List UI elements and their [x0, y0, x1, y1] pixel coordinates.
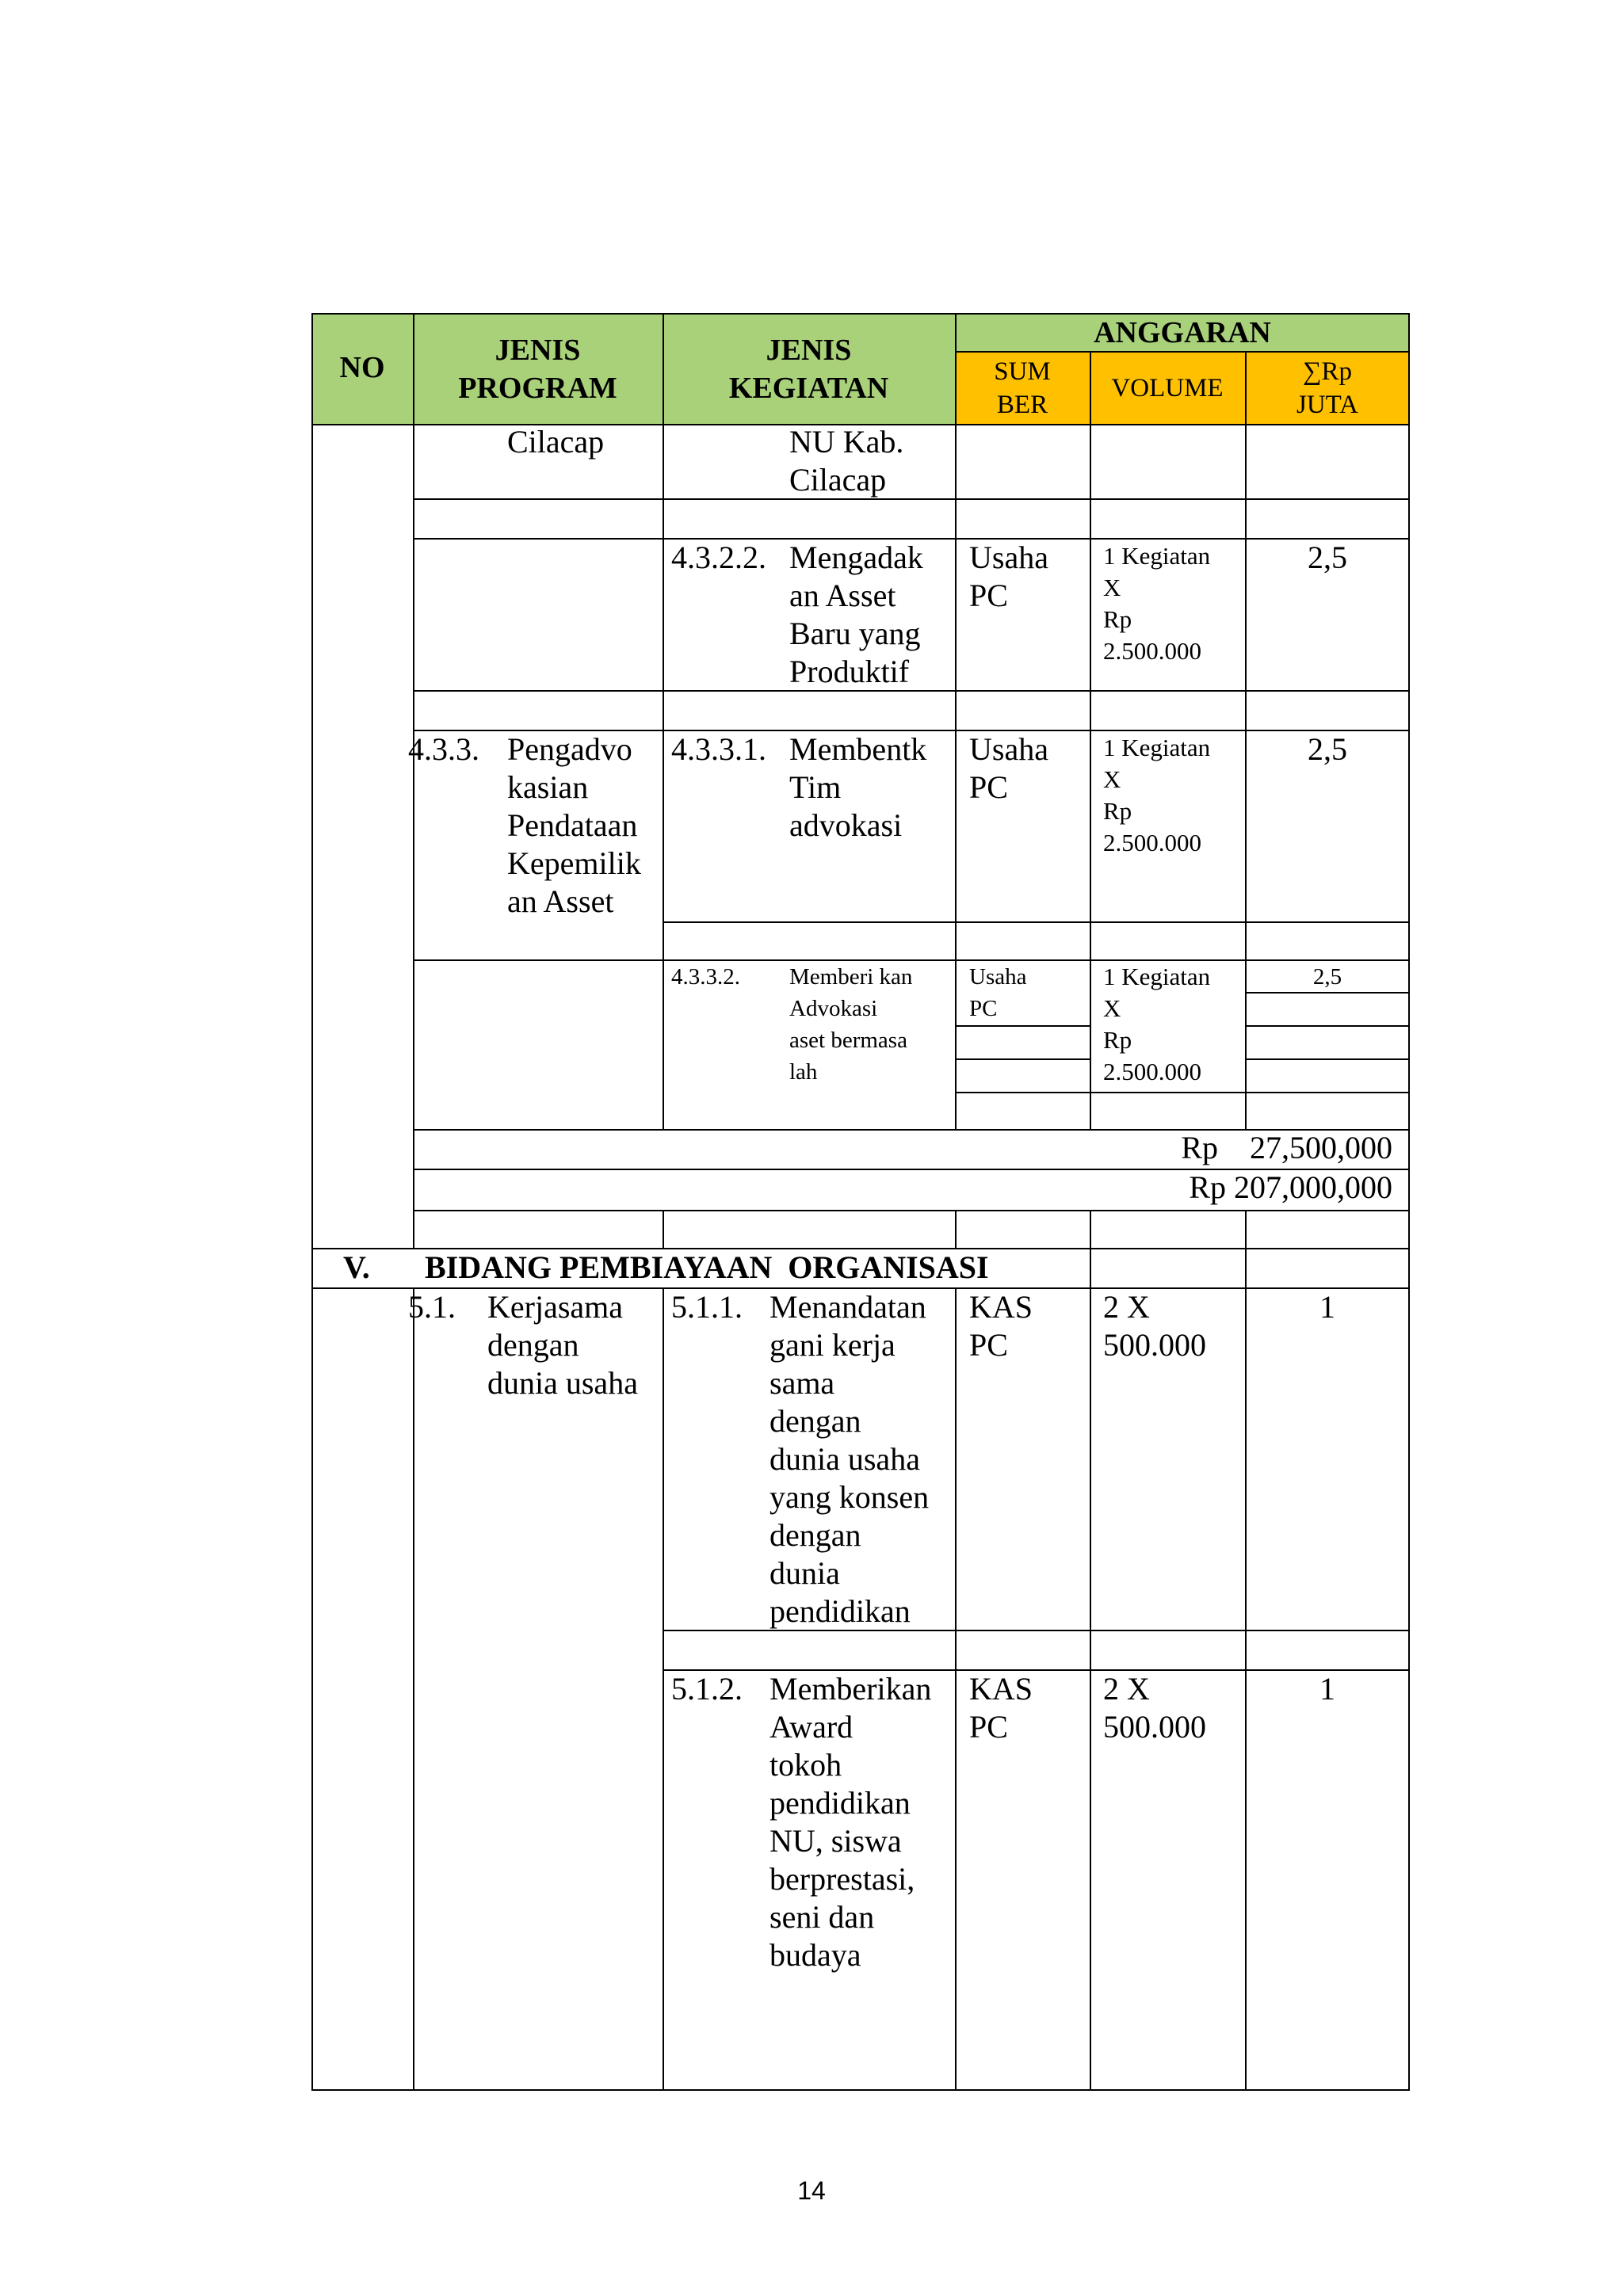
page-number: 14 [797, 2176, 826, 2205]
r5-sumber: KAS PC [969, 1289, 1033, 1363]
col-line-program [663, 313, 664, 1129]
r3-volume: 1 Kegiatan X Rp 2.500.000 [1103, 734, 1211, 856]
col-line-volume-b [1245, 1210, 1247, 2091]
row-line-total-bottom [413, 1210, 1410, 1211]
r1-program: Cilacap [507, 424, 605, 460]
r5-program: Kerjasama dengan dunia usaha [487, 1289, 638, 1401]
row-line-1 [413, 498, 1410, 500]
table-border-right [1408, 313, 1410, 2091]
r3-code: 4.3.3.1. [671, 731, 766, 767]
col-line-no [413, 313, 414, 1248]
row-line-5 [663, 921, 1410, 923]
r3-sumber: Usaha PC [969, 731, 1048, 805]
header-no: NO [339, 351, 385, 384]
col-line-sumber-b [1090, 1210, 1091, 2091]
header-volume: VOLUME [1111, 374, 1224, 402]
r4-sub-line-s2 [955, 1058, 1090, 1060]
header-jenis-kegiatan: JENIS KEGIATAN [728, 334, 889, 405]
r2-jumlah: 2,5 [1308, 540, 1347, 575]
col-line-kegiatan [955, 313, 957, 1129]
section-number: V. [343, 1249, 370, 1285]
r6-volume: 2 X 500.000 [1103, 1671, 1206, 1745]
r4-sub-line-s1 [955, 1025, 1090, 1027]
r4-kegiatan: Memberi kan Advokasi aset bermasa lah [789, 964, 913, 1085]
header-sub-line [955, 351, 1410, 353]
subtotal-amount: Rp 27,500,000 [1181, 1130, 1392, 1165]
r2-code: 4.3.2.2. [671, 540, 766, 575]
table-border-top [311, 313, 1410, 315]
header-rp-juta: ∑Rp JUTA [1296, 357, 1359, 419]
r3-prog-code: 4.3.3. [408, 731, 479, 767]
r5-prog-code: 5.1. [408, 1289, 456, 1325]
r4-sumber: Usaha PC [969, 964, 1027, 1021]
r4-jumlah: 2,5 [1312, 964, 1342, 990]
r5-jumlah: 1 [1319, 1289, 1335, 1325]
r4-sub-line-j2 [1245, 1025, 1410, 1027]
r4-code: 4.3.3.2. [671, 964, 740, 990]
r1-kegiatan: NU Kab. Cilacap [789, 424, 904, 498]
r2-volume: 1 Kegiatan X Rp 2.500.000 [1103, 542, 1211, 665]
table-border-bottom [311, 2089, 1410, 2091]
r5-volume: 2 X 500.000 [1103, 1289, 1206, 1363]
r6-kegiatan: Memberikan Award tokoh pendidikan NU, siswa berprestasi, seni dan budaya [769, 1671, 932, 1973]
table-border-left [311, 313, 313, 2091]
col-line-program-c [663, 1287, 664, 2091]
col-line-sumber [1090, 351, 1091, 1129]
r3-kegiatan: Membentk Tim advokasi [789, 731, 927, 843]
r6-sumber: KAS PC [969, 1671, 1033, 1745]
r2-kegiatan: Mengadak an Asset Baru yang Produktif [789, 540, 923, 689]
r5-kegiatan: Menandatan gani kerja sama dengan dunia usaha yang konsen dengan dunia pendidikan [769, 1289, 930, 1629]
col-line-no-2 [413, 1287, 414, 2091]
r6-code: 5.1.2. [671, 1671, 743, 1707]
r5-code: 5.1.1. [671, 1289, 743, 1325]
r4-sub-line-j3 [1245, 1058, 1410, 1060]
r3-jumlah: 2,5 [1308, 731, 1347, 767]
r4-sub-line-s3 [955, 1092, 1410, 1093]
total-amount: Rp 207,000,000 [1189, 1169, 1392, 1205]
header-jenis-program: JENIS PROGRAM [458, 334, 617, 405]
r3-program: Pengadvo kasian Pendataan Kepemilik an Asset [507, 731, 641, 919]
col-line-kegiatan-b [955, 1210, 957, 1248]
r2-sumber: Usaha PC [969, 540, 1048, 613]
col-line-program-b [663, 1210, 664, 1248]
header-anggaran: ANGGARAN [1094, 316, 1271, 349]
section-title: BIDANG PEMBIAYAAN ORGANISASI [425, 1249, 989, 1285]
r4-volume: 1 Kegiatan X Rp 2.500.000 [1103, 963, 1211, 1085]
header-sumber: SUM BER [994, 357, 1051, 419]
col-line-kegiatan-c [955, 1287, 957, 2091]
r6-jumlah: 1 [1319, 1671, 1335, 1707]
